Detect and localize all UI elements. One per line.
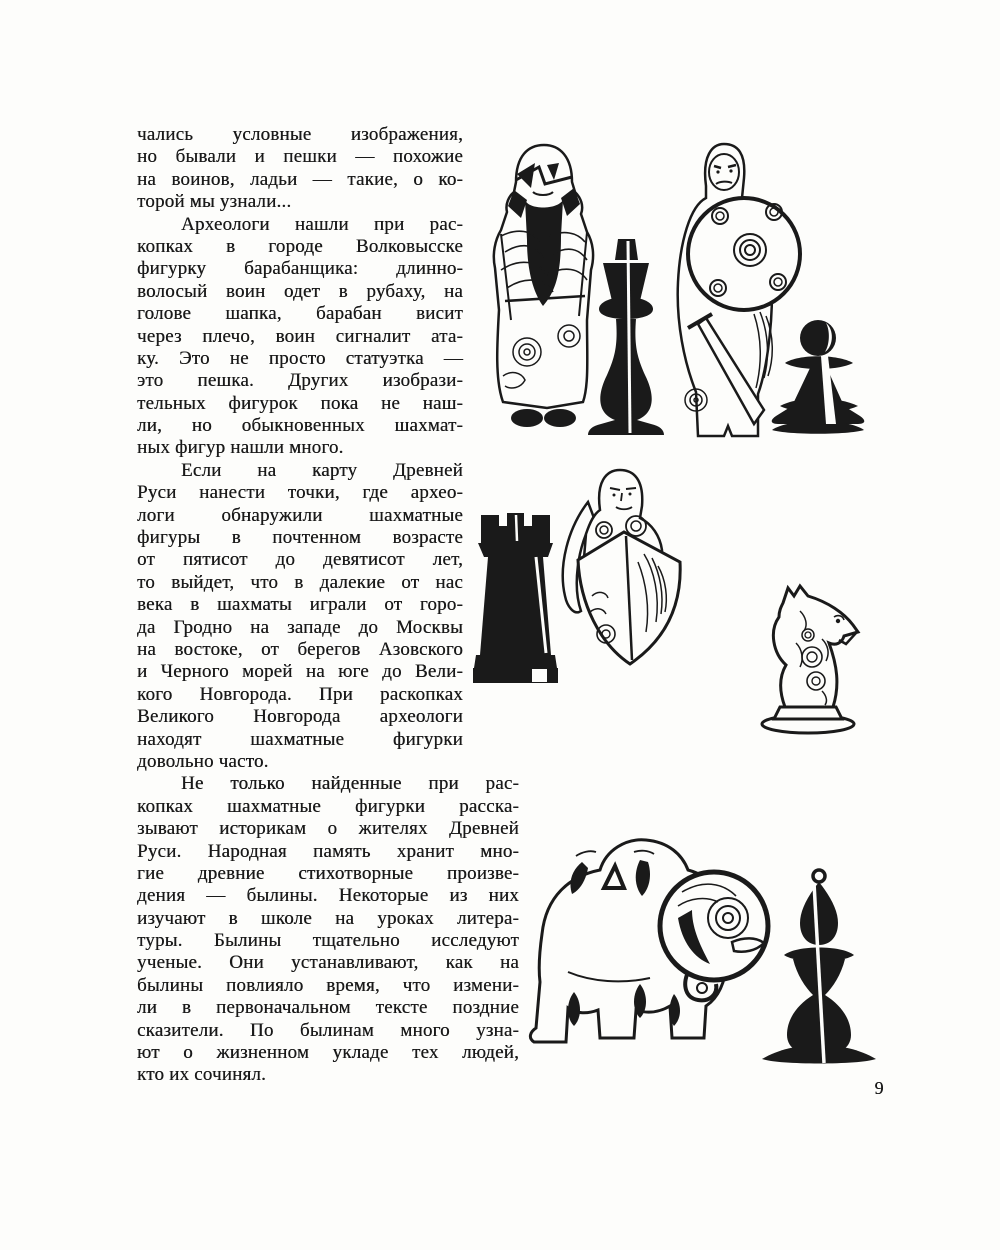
- text-line: копках в городе Волковысске: [137, 235, 463, 257]
- text-line: Великого Новгорода археологи: [137, 706, 463, 728]
- text-line: то выйдет, что в далекие от нас: [137, 571, 463, 593]
- text-line: былины повлияло время, что измени-: [137, 974, 519, 996]
- text-line: находят шахматные фигурки: [137, 728, 463, 750]
- kite-shield-warrior-icon: [548, 466, 693, 673]
- text-line: ют о жизненном укладе тех людей,: [137, 1042, 519, 1064]
- text-line: чались условные изображения,: [137, 124, 463, 145]
- text-line: ли, но обыкновенных шахмат-: [137, 415, 463, 437]
- text-line: кто их сочинял.: [137, 1064, 267, 1086]
- king-piece-icon: [585, 237, 667, 437]
- pawn-piece-illustration: [768, 318, 868, 436]
- text-line: голове шапка, барабан висит: [137, 303, 463, 325]
- queen-piece-illustration: [757, 865, 879, 1070]
- rook-piece-illustration: [473, 507, 558, 685]
- text-line: ученые. Они устанавливают, как на: [137, 952, 519, 974]
- rook-piece-icon: [473, 507, 558, 685]
- text-line: копках шахматные фигурки расска-: [137, 795, 519, 817]
- text-line: Если на карту Древней: [181, 459, 463, 481]
- text-line: ли в первоначальном тексте поздние: [137, 997, 519, 1019]
- elephant-figurine-icon: [522, 822, 774, 1054]
- paragraph: [137, 124, 463, 214]
- paragraph: [137, 460, 463, 773]
- text-line: века в шахматы играли от горо-: [137, 594, 463, 616]
- text-line: на востоке, от берегов Азовского: [137, 638, 463, 660]
- text-line: кого Новгорода. При раскопках: [137, 683, 463, 705]
- pawn-piece-icon: [768, 318, 868, 436]
- text-line: да Гродно на западе до Москвы: [137, 616, 463, 638]
- paragraph: [137, 773, 519, 1086]
- text-line: и Черного морей на юге до Вели-: [137, 661, 463, 683]
- text-line: ных фигур нашли много.: [137, 437, 344, 459]
- text-line: от пятисот до девятисот лет,: [137, 549, 463, 571]
- text-line: зывают историкам о жителях Древней: [137, 818, 519, 840]
- text-line: Археологи нашли при рас-: [181, 213, 463, 235]
- text-line: волосый воин одет в рубаху, на: [137, 280, 463, 302]
- text-line: фигурку барабанщика: длинно-: [137, 258, 463, 280]
- text-line: но бывали и пешки — похожие: [137, 146, 463, 168]
- text-line: Руси. Народная память хранит мно-: [137, 840, 519, 862]
- text-line: на воинов, ладьи — такие, о ко-: [137, 168, 463, 190]
- text-line: довольно часто.: [137, 750, 269, 772]
- text-line: торой мы узнали...: [137, 191, 292, 213]
- queen-piece-icon: [757, 865, 879, 1070]
- knight-piece-icon: [752, 583, 869, 735]
- page-number: 9: [874, 1078, 884, 1098]
- text-line: дения — былины. Некоторые из них: [137, 885, 519, 907]
- text-line: сказители. По былинам много узна-: [137, 1019, 519, 1041]
- text-line: Не только найденные при рас-: [181, 773, 519, 795]
- text-line: логи обнаружили шахматные: [137, 504, 463, 526]
- text-line: фигуры в почтенном возрасте: [137, 527, 463, 549]
- text-line: изучают в школе на уроках литера-: [137, 907, 519, 929]
- text-line: туры. Былины тщательно исследуют: [137, 930, 519, 952]
- elephant-figurine-illustration: [522, 822, 774, 1054]
- text-line: гие древние стихотворные произве-: [137, 862, 519, 884]
- text-line: это пешка. Других изобрази-: [137, 370, 463, 392]
- body-text: [137, 124, 519, 1087]
- knight-piece-illustration: [752, 583, 869, 735]
- kite-shield-warrior-illustration: [548, 466, 693, 673]
- text-line: тельных фигурок пока не наш-: [137, 392, 463, 414]
- paragraph: [137, 214, 463, 460]
- text-line: через плечо, воин сигналит ата-: [137, 325, 463, 347]
- text-line: Руси нанести точки, где архео-: [137, 482, 463, 504]
- text-line: ку. Это не просто статуэтка —: [137, 347, 463, 369]
- king-piece-illustration: [585, 237, 667, 437]
